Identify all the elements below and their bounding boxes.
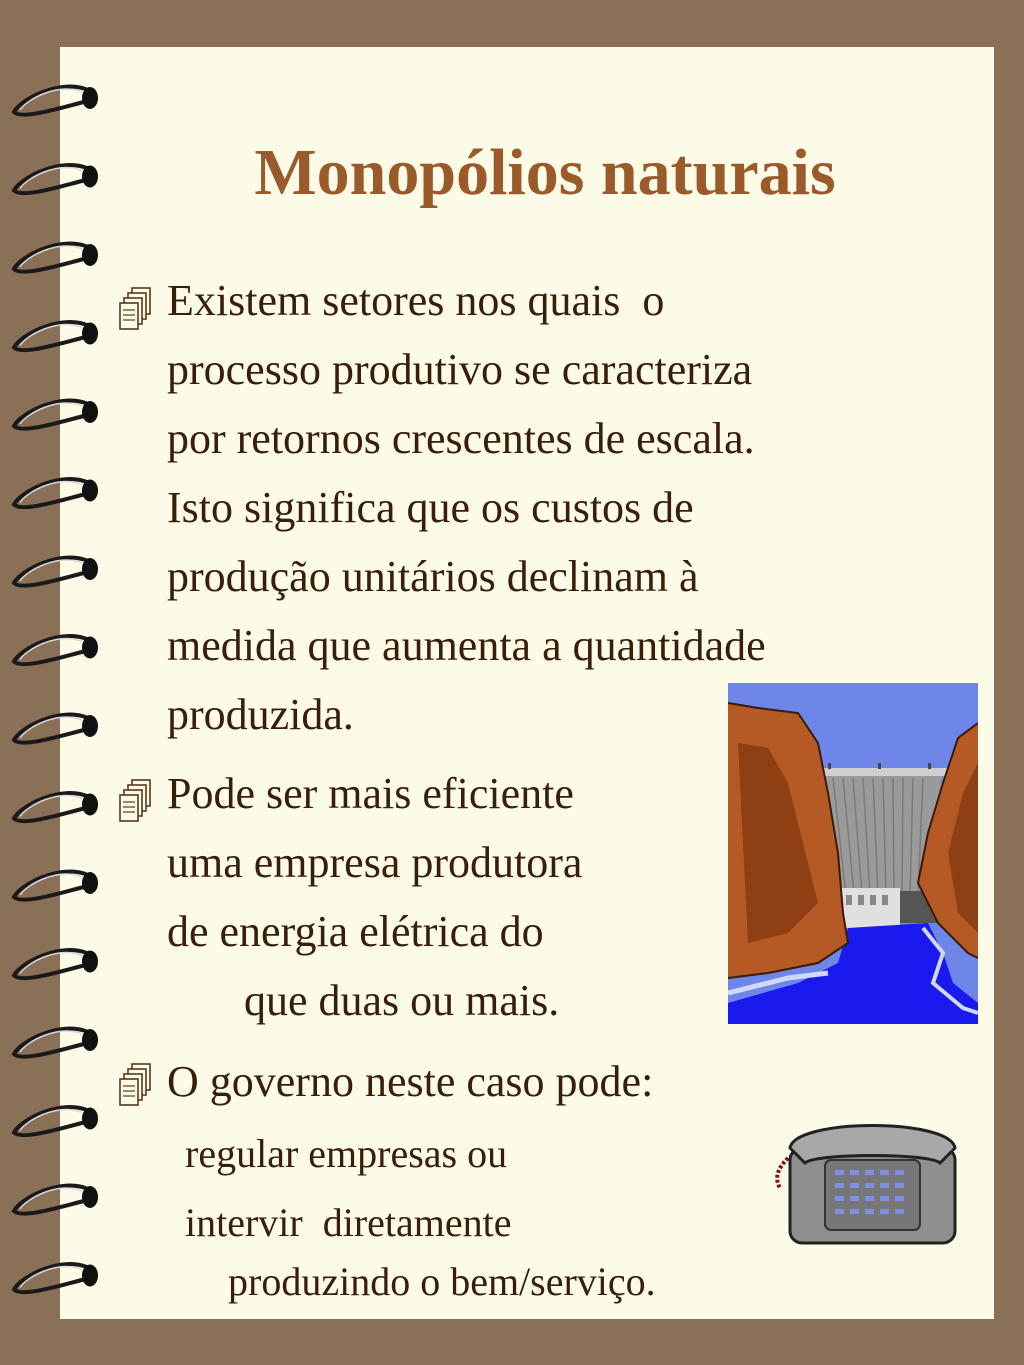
document-stack-icon [118,778,154,822]
dam-clipart [728,683,978,1024]
spiral-ring [14,244,98,272]
bullet-1-line-2: processo produtivo se caracteriza [167,345,753,394]
bullet-1-line-5: produção unitários declinam à [167,552,699,601]
bullet-2-line-2: uma empresa produtora [167,838,583,887]
bullet-1-line-4: Isto significa que os custos de [167,483,694,532]
bullet-3-sub-3: produzindo o bem/serviço. [228,1259,656,1304]
bullet-2-line-4: que duas ou mais. [167,976,560,1025]
bullet-1-line-6: medida que aumenta a quantidade [167,621,766,670]
bullet-1-line-7: produzida. [167,690,354,739]
document-stack-icon [118,286,154,330]
spiral-ring [14,479,98,507]
spiral-ring [14,1264,98,1292]
spiral-ring [14,1107,98,1135]
bullet-2-line-1: Pode ser mais eficiente [167,769,574,818]
bullet-3-sub-2: intervir diretamente [185,1200,512,1245]
spiral-ring [14,1186,98,1214]
bullet-2-line-3: de energia elétrica do [167,907,544,956]
spiral-ring [14,636,98,664]
bullet-1-line-3: por retornos crescentes de escala. [167,414,755,463]
telephone-clipart [770,1108,960,1248]
bullet-1-line-1: Existem setores nos quais o [167,276,665,325]
document-stack-icon [118,1062,154,1106]
slide-title: Monopólios naturais [254,136,836,209]
spiral-ring [14,872,98,900]
bullet-3-line-1: O governo neste caso pode: [167,1057,654,1106]
bullet-3-sub-1: regular empresas ou [185,1131,508,1176]
spiral-ring [14,1029,98,1057]
spiral-ring [14,322,98,350]
spiral-ring [14,793,98,821]
spiral-ring [14,950,98,978]
spiral-ring [14,558,98,586]
spiral-ring [14,87,98,115]
spiral-ring [14,715,98,743]
spiral-ring [14,401,98,429]
